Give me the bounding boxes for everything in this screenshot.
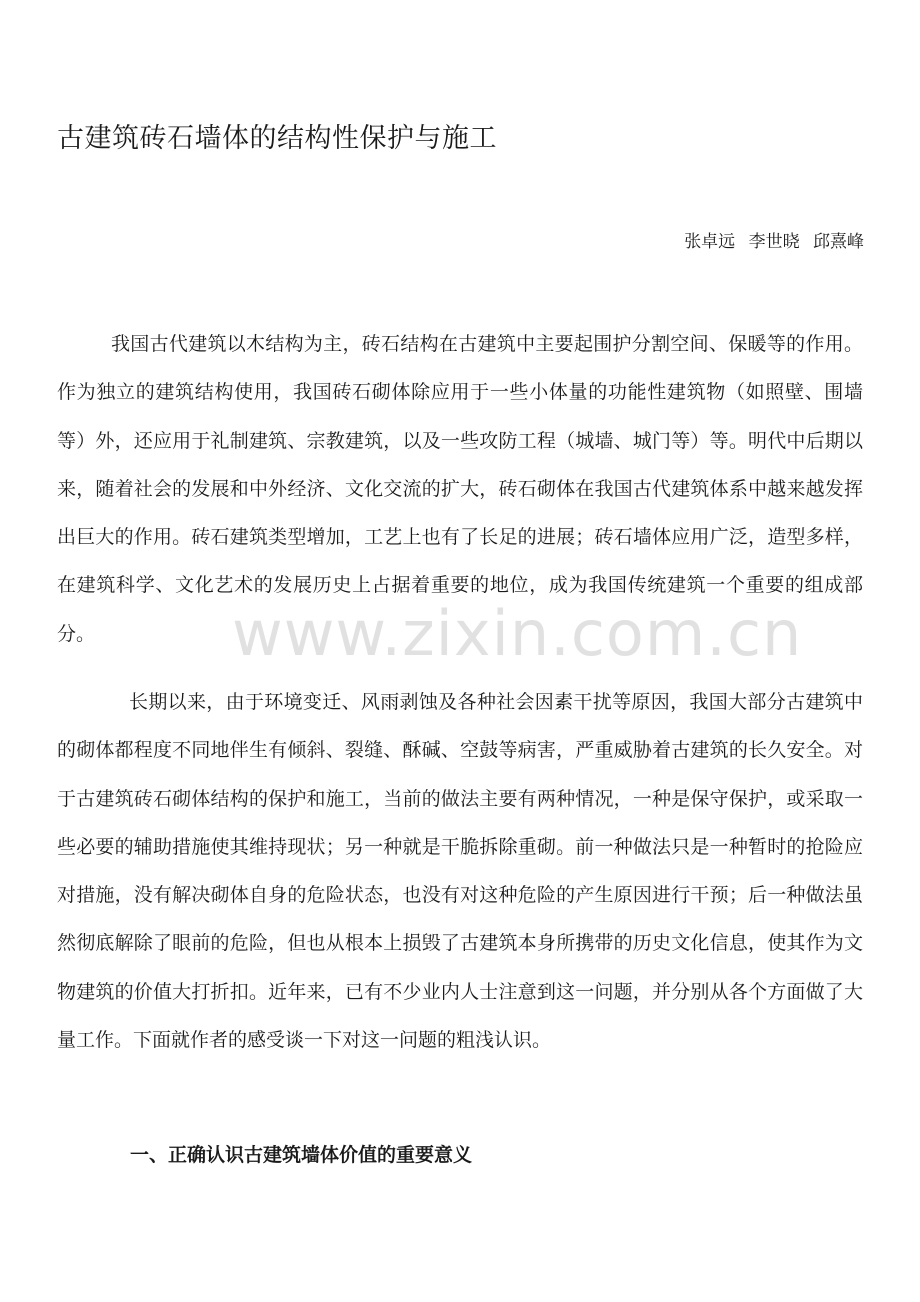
section-heading: 一、正确认识古建筑墙体价值的重要意义 xyxy=(130,1144,473,1166)
author-name: 邱熹峰 xyxy=(813,232,864,252)
author-name: 张卓远 xyxy=(684,232,736,252)
watermark-text: www.zixin.com.cn xyxy=(232,597,803,670)
author-name: 李世晓 xyxy=(748,232,800,252)
body-paragraph-1: 我国古代建筑以木结构为主，砖石结构在古建筑中主要起围护分割空间、保暖等的作用。作为独立的建筑结构使用，我国砖石砌体除应用于一些小体量的功能性建筑物（如照壁、围墙等）外，还应用于礼制建筑、宗教建筑，以及一些攻防工程（城墙、城门等）等。明代中后期以来，随着社会的发展和中外经济、文化交流的扩大，砖石砌体在我国古代建筑体系中越来越发挥出巨大的作用。砖石建筑类型增加，工艺上也有了长足的进展；砖石墙体应用广泛，造型多样，在建筑科学、文化艺术的发展历史上占据着重要的地位，成为我国传统建筑一个重要的组成部分。 xyxy=(57,333,863,645)
document-title: 古建筑砖石墙体的结构性保护与施工 xyxy=(57,123,497,154)
body-paragraph-2: 长期以来，由于环境变迁、风雨剥蚀及各种社会因素干扰等原因，我国大部分古建筑中的砌体都程度不同地伴生有倾斜、裂缝、酥碱、空鼓等病害，严重威胁着古建筑的长久安全。对于古建筑砖石砌体结构的保护和施工，当前的做法主要有两种情况，一种是保守保护，或采取一些必要的辅助措施使其维持现状；另一种就是干脆拆除重砌。前一种做法只是一种暂时的抢险应对措施，没有解决砌体自身的危险状态，也没有对这种危险的产生原因进行干预；后一种做法虽然彻底解除了眼前的危险，但也从根本上损毁了古建筑本身所携带的历史文化信息，使其作为文物建筑的价值大打折扣。近年来，已有不少业内人士注意到这一问题，并分别从各个方面做了大量工作。下面就作者的感受谈一下对这一问题的粗浅认识。 xyxy=(57,691,863,1052)
author-line xyxy=(676,227,864,252)
